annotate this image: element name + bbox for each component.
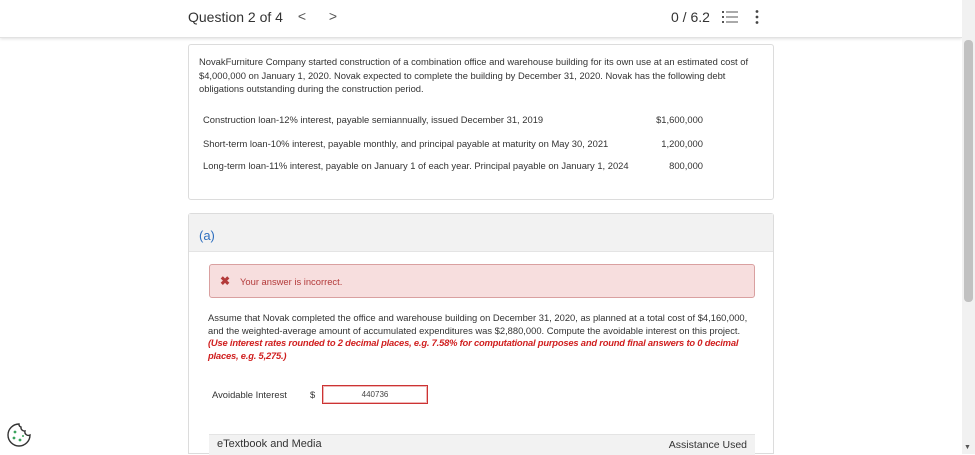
part-instructions (208, 312, 758, 362)
loan-amount: 800,000 (669, 160, 703, 171)
instruction-text: Assume that Novak completed the office and warehouse building on December 31, 2020, as planned at a total cost of $4,160,000, and the weighted-average amount of accumulated expenditures was $2,880,000. Compute the avoidable interest on this project. (208, 312, 748, 336)
part-header (189, 214, 773, 252)
next-question-button[interactable]: > (328, 8, 338, 24)
question-counter: Question 2 of 4 (188, 9, 283, 25)
currency-symbol: $ (310, 389, 316, 400)
more-options-icon[interactable] (754, 9, 760, 25)
part-label: (a) (199, 228, 215, 243)
loan-amount: 1,200,000 (661, 138, 703, 149)
incorrect-answer-alert (209, 264, 755, 298)
part-a-card (188, 213, 774, 454)
error-message: Your answer is incorrect. (240, 276, 343, 287)
loan-description: Long-term loan-11% interest, payable on January 1 of each year. Principal payable on January 1, 2024 (203, 160, 629, 171)
problem-statement-card (188, 44, 774, 200)
previous-question-button[interactable]: < (297, 8, 307, 24)
resources-bar (209, 434, 755, 455)
question-header (0, 0, 962, 38)
etextbook-media-link[interactable]: eTextbook and Media (217, 438, 322, 450)
loan-description: Short-term loan-10% interest, payable monthly, and principal payable at maturity on May 30, 2021 (203, 138, 609, 149)
loan-amount: $1,600,000 (656, 114, 703, 125)
scroll-down-arrow-icon[interactable]: ▼ (964, 444, 971, 451)
cookie-settings-icon[interactable] (6, 422, 32, 448)
error-x-icon: ✖ (220, 274, 231, 288)
avoidable-interest-label: Avoidable Interest (212, 389, 287, 400)
loan-description: Construction loan-12% interest, payable semiannually, issued December 31, 2019 (203, 114, 544, 125)
problem-intro: NovakFurniture Company started construction of a combination office and warehouse building for its own use at an estimated cost of $4,000,000 on January 1, 2020. Novak expected to complete the building by December 31, 2020. Novak has the following debt obligations outstanding during the construction period. (199, 56, 749, 94)
question-list-icon[interactable] (722, 10, 738, 24)
score-display: 0 / 6.2 (671, 9, 710, 25)
scrollbar-thumb[interactable] (964, 40, 973, 302)
assistance-used-label: Assistance Used (668, 439, 747, 451)
rounding-note: (Use interest rates rounded to 2 decimal places, e.g. 7.58% for computational purposes and round final answers to 0 decimal places, e.g. 5,275.) (208, 337, 739, 361)
avoidable-interest-input[interactable] (322, 385, 428, 404)
